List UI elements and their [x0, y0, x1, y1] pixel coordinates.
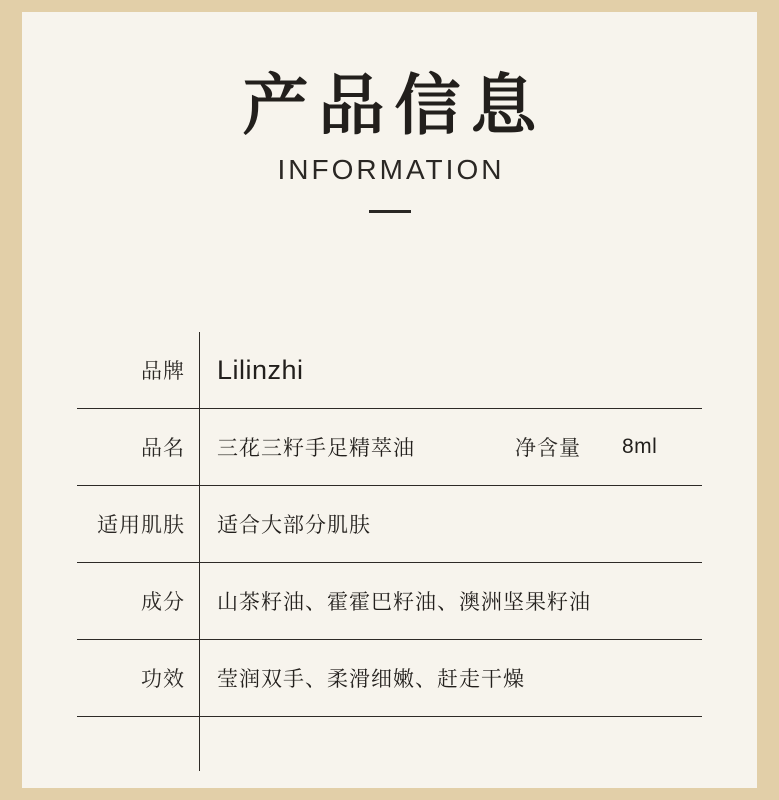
title-divider [369, 210, 411, 213]
row-extra-value: 8ml [622, 435, 658, 458]
table-row [77, 332, 702, 409]
page-title: 产品信息 [242, 68, 547, 142]
row-value: 莹润双手、柔滑细嫩、赶走干燥 [217, 668, 525, 691]
title-block [22, 64, 757, 213]
row-value: 山茶籽油、霍霍巴籽油、澳洲坚果籽油 [217, 591, 591, 614]
table-row [77, 640, 702, 717]
row-label [77, 717, 199, 771]
row-label: 功效 [141, 668, 185, 691]
table-row [77, 409, 702, 486]
row-label: 适用肌肤 [97, 514, 185, 537]
row-value: Lilinzhi [217, 354, 304, 385]
row-divider [199, 332, 200, 408]
row-divider [199, 563, 200, 639]
page-subtitle: INFORMATION [277, 154, 505, 185]
row-label: 品牌 [141, 360, 185, 383]
row-value: 三花三籽手足精萃油 [217, 437, 415, 460]
row-extra-label: 净含量 [515, 437, 581, 460]
table-row [77, 486, 702, 563]
row-label: 成分 [141, 591, 185, 614]
product-info-table [77, 332, 702, 771]
row-value: 适合大部分肌肤 [217, 514, 371, 537]
info-card [22, 12, 757, 788]
table-row [77, 717, 702, 771]
row-divider [199, 640, 200, 716]
row-divider [199, 409, 200, 485]
row-divider [199, 717, 200, 771]
table-row [77, 563, 702, 640]
row-divider [199, 486, 200, 562]
row-label: 品名 [141, 437, 185, 460]
